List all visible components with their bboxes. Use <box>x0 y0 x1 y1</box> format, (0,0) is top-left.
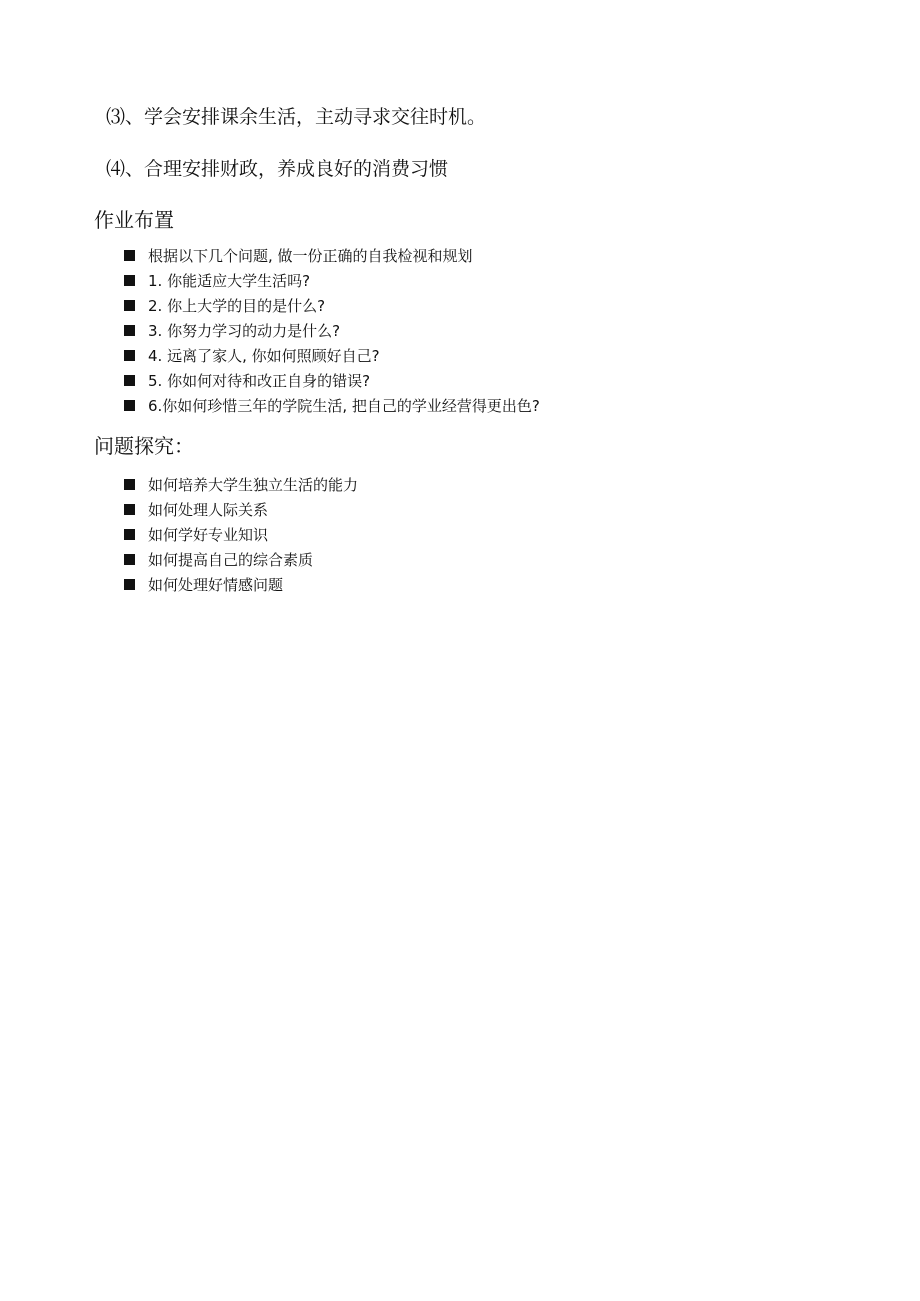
black-square-icon <box>124 529 135 540</box>
black-square-icon <box>124 554 135 565</box>
list-item <box>124 293 540 318</box>
black-square-icon <box>124 375 135 386</box>
black-square-icon <box>124 400 135 411</box>
list-item <box>124 497 358 522</box>
list-item-text: 根据以下几个问题, 做一份正确的自我检视和规划 <box>148 247 473 265</box>
black-square-icon <box>124 504 135 515</box>
black-square-icon <box>124 300 135 311</box>
list-item <box>124 472 358 497</box>
homework-list <box>124 243 540 418</box>
list-item-text: 如何提高自己的综合素质 <box>148 551 314 569</box>
list-item-text: 如何处理人际关系 <box>148 501 269 519</box>
list-item <box>124 572 358 597</box>
black-square-icon <box>124 350 135 361</box>
list-item-text: 5. 你如何对待和改正自身的错误? <box>148 372 371 390</box>
black-square-icon <box>124 250 135 261</box>
black-square-icon <box>124 579 135 590</box>
list-item-text: 3. 你努力学习的动力是什么? <box>148 322 341 340</box>
list-item-text: 如何学好专业知识 <box>148 526 269 544</box>
list-item-text: 2. 你上大学的目的是什么? <box>148 297 326 315</box>
list-item <box>124 243 540 268</box>
list-item-text: 4. 远离了家人, 你如何照顾好自己? <box>148 347 380 365</box>
numbered-item-4: ⑷、合理安排财政，养成良好的消费习惯 <box>106 158 449 180</box>
list-item <box>124 268 540 293</box>
list-item <box>124 522 358 547</box>
black-square-icon <box>124 325 135 336</box>
black-square-icon <box>124 479 135 490</box>
list-item-text: 如何培养大学生独立生活的能力 <box>148 476 359 494</box>
list-item-text: 如何处理好情感问题 <box>148 576 284 594</box>
list-item <box>124 368 540 393</box>
numbered-item-3: ⑶、学会安排课余生活，主动寻求交往时机。 <box>106 106 487 128</box>
homework-heading: 作业布置 <box>94 208 174 232</box>
black-square-icon <box>124 275 135 286</box>
inquiry-heading: 问题探究： <box>94 434 194 458</box>
list-item <box>124 343 540 368</box>
inquiry-list <box>124 472 358 597</box>
list-item <box>124 393 540 418</box>
list-item-text: 1. 你能适应大学生活吗? <box>148 272 311 290</box>
list-item <box>124 318 540 343</box>
list-item-text: 6.你如何珍惜三年的学院生活, 把自己的学业经营得更出色? <box>148 397 540 415</box>
list-item <box>124 547 358 572</box>
